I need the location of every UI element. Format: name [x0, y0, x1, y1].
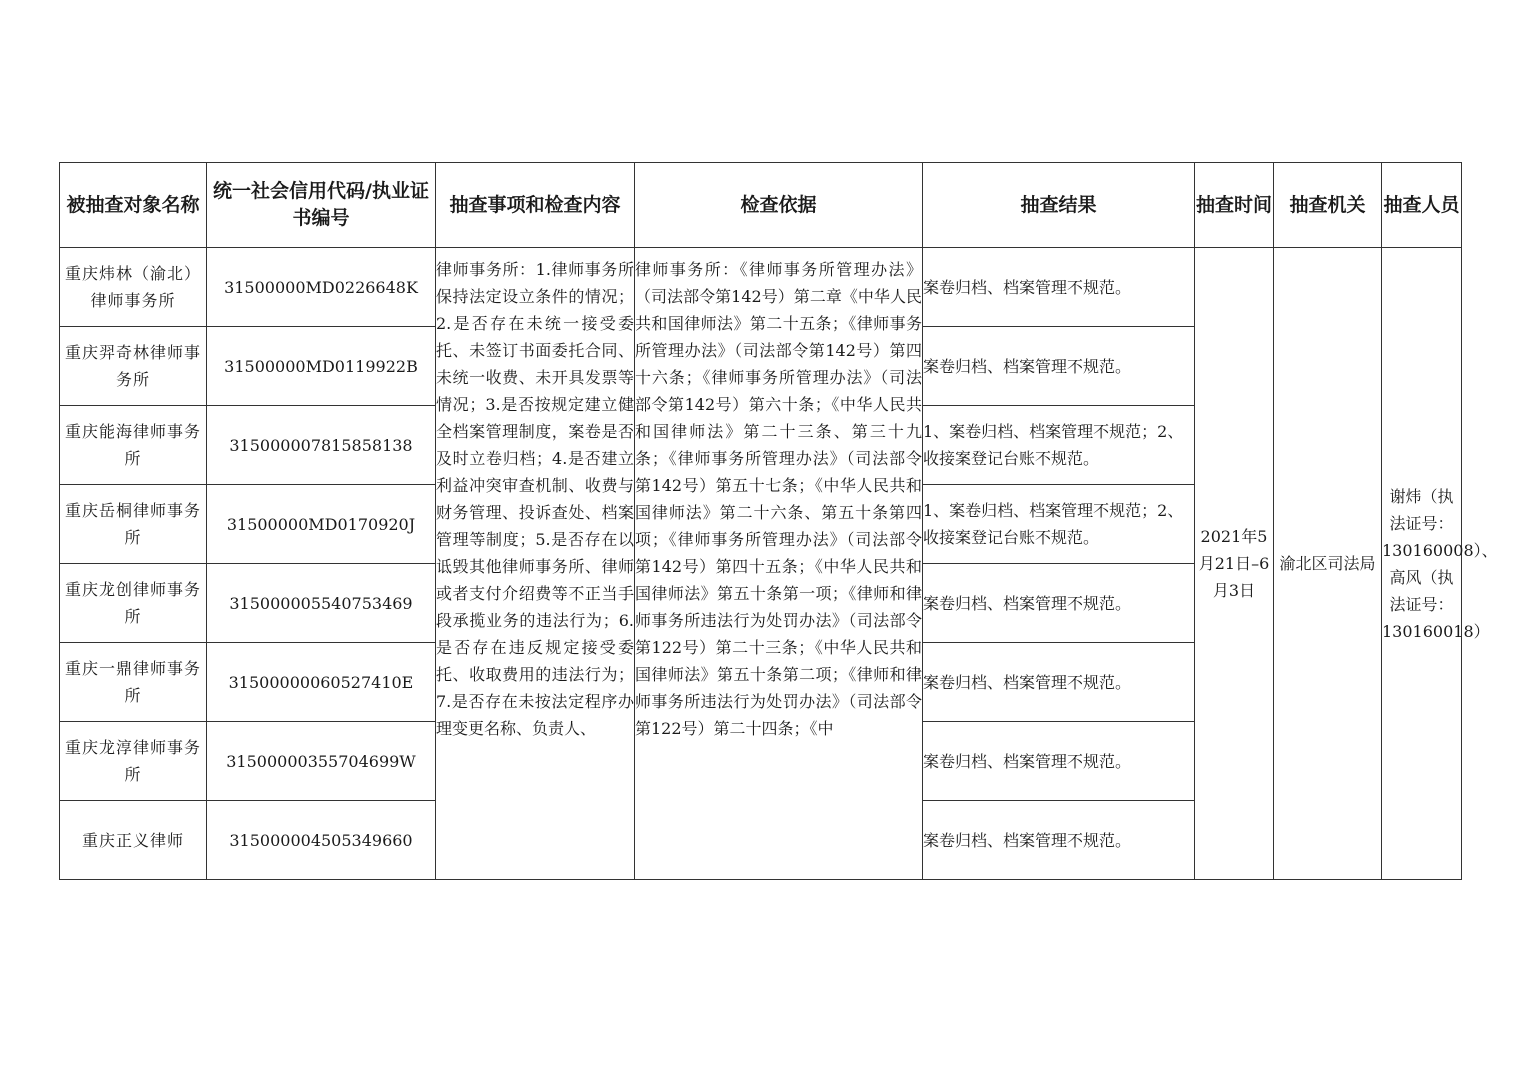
- inspection-result: 案卷归档、档案管理不规范。: [923, 722, 1195, 801]
- header-result: 抽查结果: [923, 163, 1195, 248]
- firm-name: 重庆龙淳律师事务所: [60, 722, 207, 801]
- credit-code: 315000004505349660: [207, 801, 436, 880]
- header-agency: 抽查机关: [1274, 163, 1382, 248]
- inspection-items-text: 律师事务所：1.律师事务所保持法定设立条件的情况；2.是否存在未统一接受委托、未签订书面委托合同、未统一收费、未开具发票等情况；3.是否按规定建立健全档案管理制度，案卷是否及时立卷归档；4.是否建立利益冲突审查机制、收费与财务管理、投诉查处、档案管理等制度；5.是否存在以诋毁其他律师事务所、律师或者支付介绍费等不正当手段承揽业务的违法行为；6.是否存在违反规定接受委托、收取费用的违法行为；7.是否存在未按法定程序办理变更名称、负责人、: [436, 259, 634, 738]
- firm-name: 重庆炜林（渝北）律师事务所: [60, 248, 207, 327]
- header-target-name: 被抽查对象名称: [60, 163, 207, 248]
- inspection-items-cell: [436, 248, 635, 880]
- inspection-agency: 渝北区司法局: [1274, 248, 1382, 880]
- header-row: [60, 163, 1462, 248]
- firm-name: 重庆正义律师: [60, 801, 207, 880]
- inspection-result: 案卷归档、档案管理不规范。: [923, 643, 1195, 722]
- header-basis: 检查依据: [635, 163, 923, 248]
- table-row: [60, 248, 1462, 327]
- firm-name: 重庆龙创律师事务所: [60, 564, 207, 643]
- header-items: 抽查事项和检查内容: [436, 163, 635, 248]
- inspection-result: 案卷归档、档案管理不规范。: [923, 564, 1195, 643]
- credit-code: 31500000MD0226648K: [207, 248, 436, 327]
- credit-code: 315000005540753469: [207, 564, 436, 643]
- inspection-result: 1、案卷归档、档案管理不规范；2、收接案登记台账不规范。: [923, 406, 1195, 485]
- credit-code: 31500000MD0119922B: [207, 327, 436, 406]
- inspection-staff: 谢炜（执法证号：130160008）、高风（执法证号：130160018）: [1382, 248, 1462, 880]
- firm-name: 重庆羿奇林律师事务所: [60, 327, 207, 406]
- inspection-time: 2021年5月21日–6月3日: [1195, 248, 1274, 880]
- inspection-basis-text: 律师事务所：《律师事务所管理办法》（司法部令第142号）第二章《中华人民共和国律师法》第二十五条；《律师事务所管理办法》（司法部令第142号）第四十六条；《律师事务所管理办法》（司法部令第142号）第六十条；《中华人民共和国律师法》第二十三条、第三十九条；《律师事务所管理办法》（司法部令第142号）第五十七条；《中华人民共和国律师法》第二十六条、第五十条第四项；《律师事务所管理办法》（司法部令第142号）第四十五条；《中华人民共和国律师法》第五十条第一项；《律师和律师事务所违法行为处罚办法》（司法部令第122号）第二十三条；《中华人民共和国律师法》第五十条第二项；《律师和律师事务所违法行为处罚办法》（司法部令第122号）第二十四条；《中: [635, 259, 922, 738]
- credit-code: 31500000MD0170920J: [207, 485, 436, 564]
- credit-code: 315000007815858138: [207, 406, 436, 485]
- header-staff: 抽查人员: [1382, 163, 1462, 248]
- firm-name: 重庆一鼎律师事务所: [60, 643, 207, 722]
- header-credit-code: 统一社会信用代码/执业证书编号: [207, 163, 436, 248]
- firm-name: 重庆能海律师事务所: [60, 406, 207, 485]
- firm-name: 重庆岳桐律师事务所: [60, 485, 207, 564]
- inspection-result: 1、案卷归档、档案管理不规范；2、收接案登记台账不规范。: [923, 485, 1195, 564]
- header-time: 抽查时间: [1195, 163, 1274, 248]
- inspection-result: 案卷归档、档案管理不规范。: [923, 248, 1195, 327]
- credit-code: 31500000060527410E: [207, 643, 436, 722]
- inspection-result: 案卷归档、档案管理不规范。: [923, 801, 1195, 880]
- inspection-table: [59, 162, 1498, 880]
- inspection-basis-cell: [635, 248, 923, 880]
- credit-code: 31500000355704699W: [207, 722, 436, 801]
- inspection-result: 案卷归档、档案管理不规范。: [923, 327, 1195, 406]
